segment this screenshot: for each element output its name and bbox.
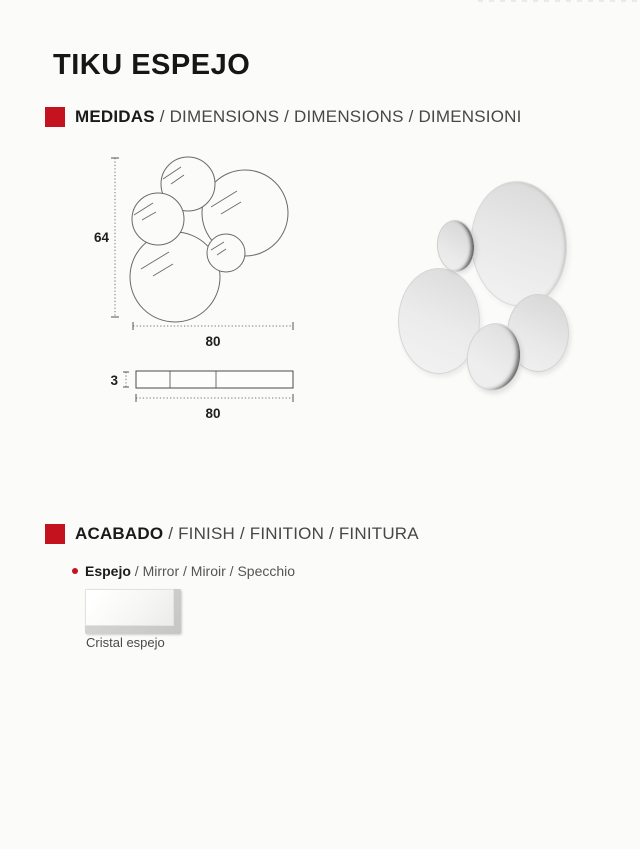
- thickness-dimension-label: 3: [110, 373, 118, 388]
- finish-option-primary: Espejo: [85, 563, 131, 579]
- mirror-photo-large-right: [466, 177, 573, 311]
- bullet-icon: [72, 568, 78, 574]
- acabado-heading-translations: / FINISH / FINITION / FINITURA: [163, 524, 419, 543]
- page-crop-artifact: [478, 0, 640, 2]
- technical-drawing: [85, 145, 320, 435]
- width-dimension-label: 80: [205, 334, 221, 349]
- mirror-photo-small-upper-left: [435, 218, 477, 273]
- acabado-heading-primary: ACABADO: [75, 524, 164, 543]
- finish-swatch: [85, 589, 181, 634]
- finish-swatch-face: [85, 589, 174, 626]
- side-profile-view: [136, 371, 293, 388]
- finish-option-translations: / Mirror / Miroir / Specchio: [130, 563, 296, 579]
- circle-small-center: [207, 234, 245, 272]
- height-dimension-label: 64: [93, 230, 109, 245]
- medidas-heading-text: [75, 107, 522, 127]
- medidas-heading-primary: MEDIDAS: [75, 107, 155, 126]
- thickness-dimension-line: [123, 372, 129, 387]
- page-title: TIKU ESPEJO: [53, 49, 251, 81]
- side-width-dimension-line: [136, 394, 293, 402]
- section-marker-square: [45, 524, 65, 544]
- height-dimension-line: [111, 158, 119, 317]
- medidas-section-heading: [45, 107, 522, 127]
- section-marker-square: [45, 107, 65, 127]
- circle-left: [132, 193, 184, 245]
- width-dimension-line: [133, 322, 293, 330]
- product-photo: [395, 178, 575, 393]
- finish-swatch-label: Cristal espejo: [86, 635, 165, 650]
- circle-bottom-left-large: [130, 232, 220, 322]
- finish-option-text: [85, 563, 295, 579]
- mirror-circles-outline: [130, 157, 288, 322]
- finish-option-row: [72, 563, 295, 579]
- side-width-dimension-label: 80: [205, 406, 221, 421]
- acabado-section-heading: [45, 524, 419, 544]
- acabado-heading-text: [75, 524, 419, 544]
- medidas-heading-translations: / DIMENSIONS / DIMENSIONS / DIMENSIONI: [154, 107, 522, 126]
